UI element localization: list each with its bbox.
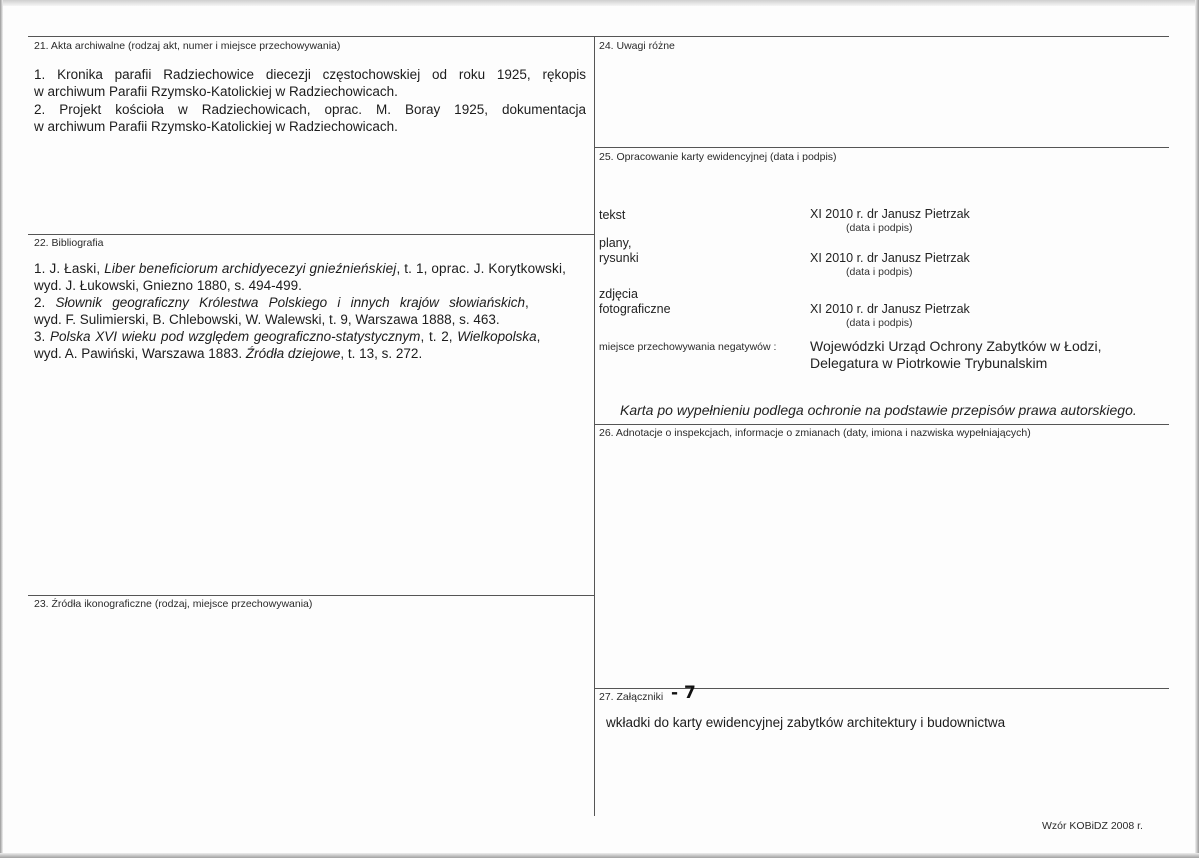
handwritten-attachment-count: - 7 <box>671 683 696 703</box>
bibliography-item-2-line-1 <box>34 294 586 311</box>
row-plans-label-1: plany, <box>599 236 632 250</box>
section-21-label: 21. Akta archiwalne (rodzaj akt, numer i miejsce przechowywania) <box>34 40 341 52</box>
page-edge-bottom <box>0 853 1199 858</box>
bib-3-prefix: 3. <box>34 329 51 344</box>
bib-1-suffix: , t. 1, oprac. J. Korytkowski, <box>396 261 566 276</box>
bibliography-item-2-line-2: wyd. F. Sulimierski, B. Chlebowski, W. Walewski, t. 9, Warszawa 1888, s. 463. <box>34 312 500 327</box>
row-photos-label-1: zdjęcia <box>599 287 638 301</box>
bib-2-prefix: 2. <box>34 295 56 310</box>
rule-25 <box>594 147 1169 148</box>
row-plans-value: XI 2010 r. dr Janusz Pietrzak <box>810 251 970 265</box>
storage-line-2: Delegatura w Piotrkowie Trybunalskim <box>810 355 1048 371</box>
storage-label: miejsce przechowywania negatywów : <box>599 341 777 353</box>
storage-line-1: Wojewódzki Urząd Ochrony Zabytków w Łodzi, <box>810 338 1102 354</box>
bib-3-suffix: , <box>536 329 541 344</box>
section-27-label: 27. Załączniki <box>599 691 664 703</box>
page-edge-left <box>0 0 3 858</box>
section-23-label: 23. Źródła ikonograficzne (rodzaj, miejsce przechowywania) <box>34 598 313 610</box>
bib-3-line-2-a: wyd. A. Pawiński, Warszawa 1883. <box>34 346 246 361</box>
section-21-item-1-line-1: 1. Kronika parafii Radziechowice diecezji częstochowskiej od roku 1925, rękopis <box>34 67 586 82</box>
section-25-label: 25. Opracowanie karty ewidencyjnej (data i podpis) <box>599 151 837 163</box>
copyright-note: Karta po wypełnieniu podlega ochronie na podstawie przepisów prawa autorskiego. <box>620 402 1137 418</box>
bibliography-item-3-line-2 <box>34 345 422 362</box>
row-plans-sub: (data i podpis) <box>846 266 913 278</box>
bib-3-line-2-b: , t. 13, s. 272. <box>340 346 423 361</box>
bib-3-title: Polska XVI wieku pod względem geograficzno-statystycznym <box>50 329 421 344</box>
bib-2-title: Słownik geograficzny Królestwa Polskiego i innych krajów słowiańskich <box>55 295 525 310</box>
form-model-label: Wzór KOBiDZ 2008 r. <box>1042 820 1143 832</box>
row-text-sub: (data i podpis) <box>846 222 913 234</box>
section-21-item-2-line-1: 2. Projekt kościoła w Radziechowicach, oprac. M. Boray 1925, dokumentacja <box>34 102 586 117</box>
page-edge-top <box>0 0 1199 6</box>
section-26-label: 26. Adnotacje o inspekcjach, informacje o zmianach (daty, imiona i nazwiska wypełniających) <box>599 427 1031 439</box>
rule-22 <box>28 234 594 235</box>
bib-1-prefix: 1. J. Łaski, <box>34 261 105 276</box>
page-edge-right <box>1195 0 1199 858</box>
top-rule <box>28 36 1169 37</box>
bib-1-title: Liber beneficiorum archidyecezyi gnieźnieńskiej <box>104 261 397 276</box>
bibliography-item-1-line-2: wyd. J. Łukowski, Gniezno 1880, s. 494-499. <box>34 278 302 293</box>
row-photos-label-2: fotograficzne <box>599 302 671 316</box>
rule-26 <box>594 424 1169 425</box>
row-photos-sub: (data i podpis) <box>846 317 913 329</box>
row-photos-value: XI 2010 r. dr Janusz Pietrzak <box>810 302 970 316</box>
bibliography-item-3-line-1 <box>34 328 586 345</box>
row-text-label: tekst <box>599 208 626 222</box>
bib-3-line-2-title: Źródła dziejowe <box>245 346 341 361</box>
section-24-label: 24. Uwagi różne <box>599 40 675 52</box>
rule-23 <box>28 595 594 596</box>
bibliography-item-1-line-1 <box>34 260 586 277</box>
row-plans-label-2: rysunki <box>599 251 639 265</box>
section-22-label: 22. Bibliografia <box>34 237 104 249</box>
section-21-item-1-line-2: w archiwum Parafii Rzymsko-Katolickiej w Radziechowicach. <box>34 84 398 99</box>
bib-2-suffix: , <box>524 295 529 310</box>
bib-3-title-2: Wielkopolska <box>457 329 537 344</box>
section-27-text: wkładki do karty ewidencyjnej zabytków architektury i budownictwa <box>606 715 1006 730</box>
section-21-item-2-line-2: w archiwum Parafii Rzymsko-Katolickiej w Radziechowicach. <box>34 119 398 134</box>
center-divider <box>594 36 595 816</box>
row-text-value: XI 2010 r. dr Janusz Pietrzak <box>810 207 970 221</box>
bib-3-mid: , t. 2, <box>420 329 458 344</box>
